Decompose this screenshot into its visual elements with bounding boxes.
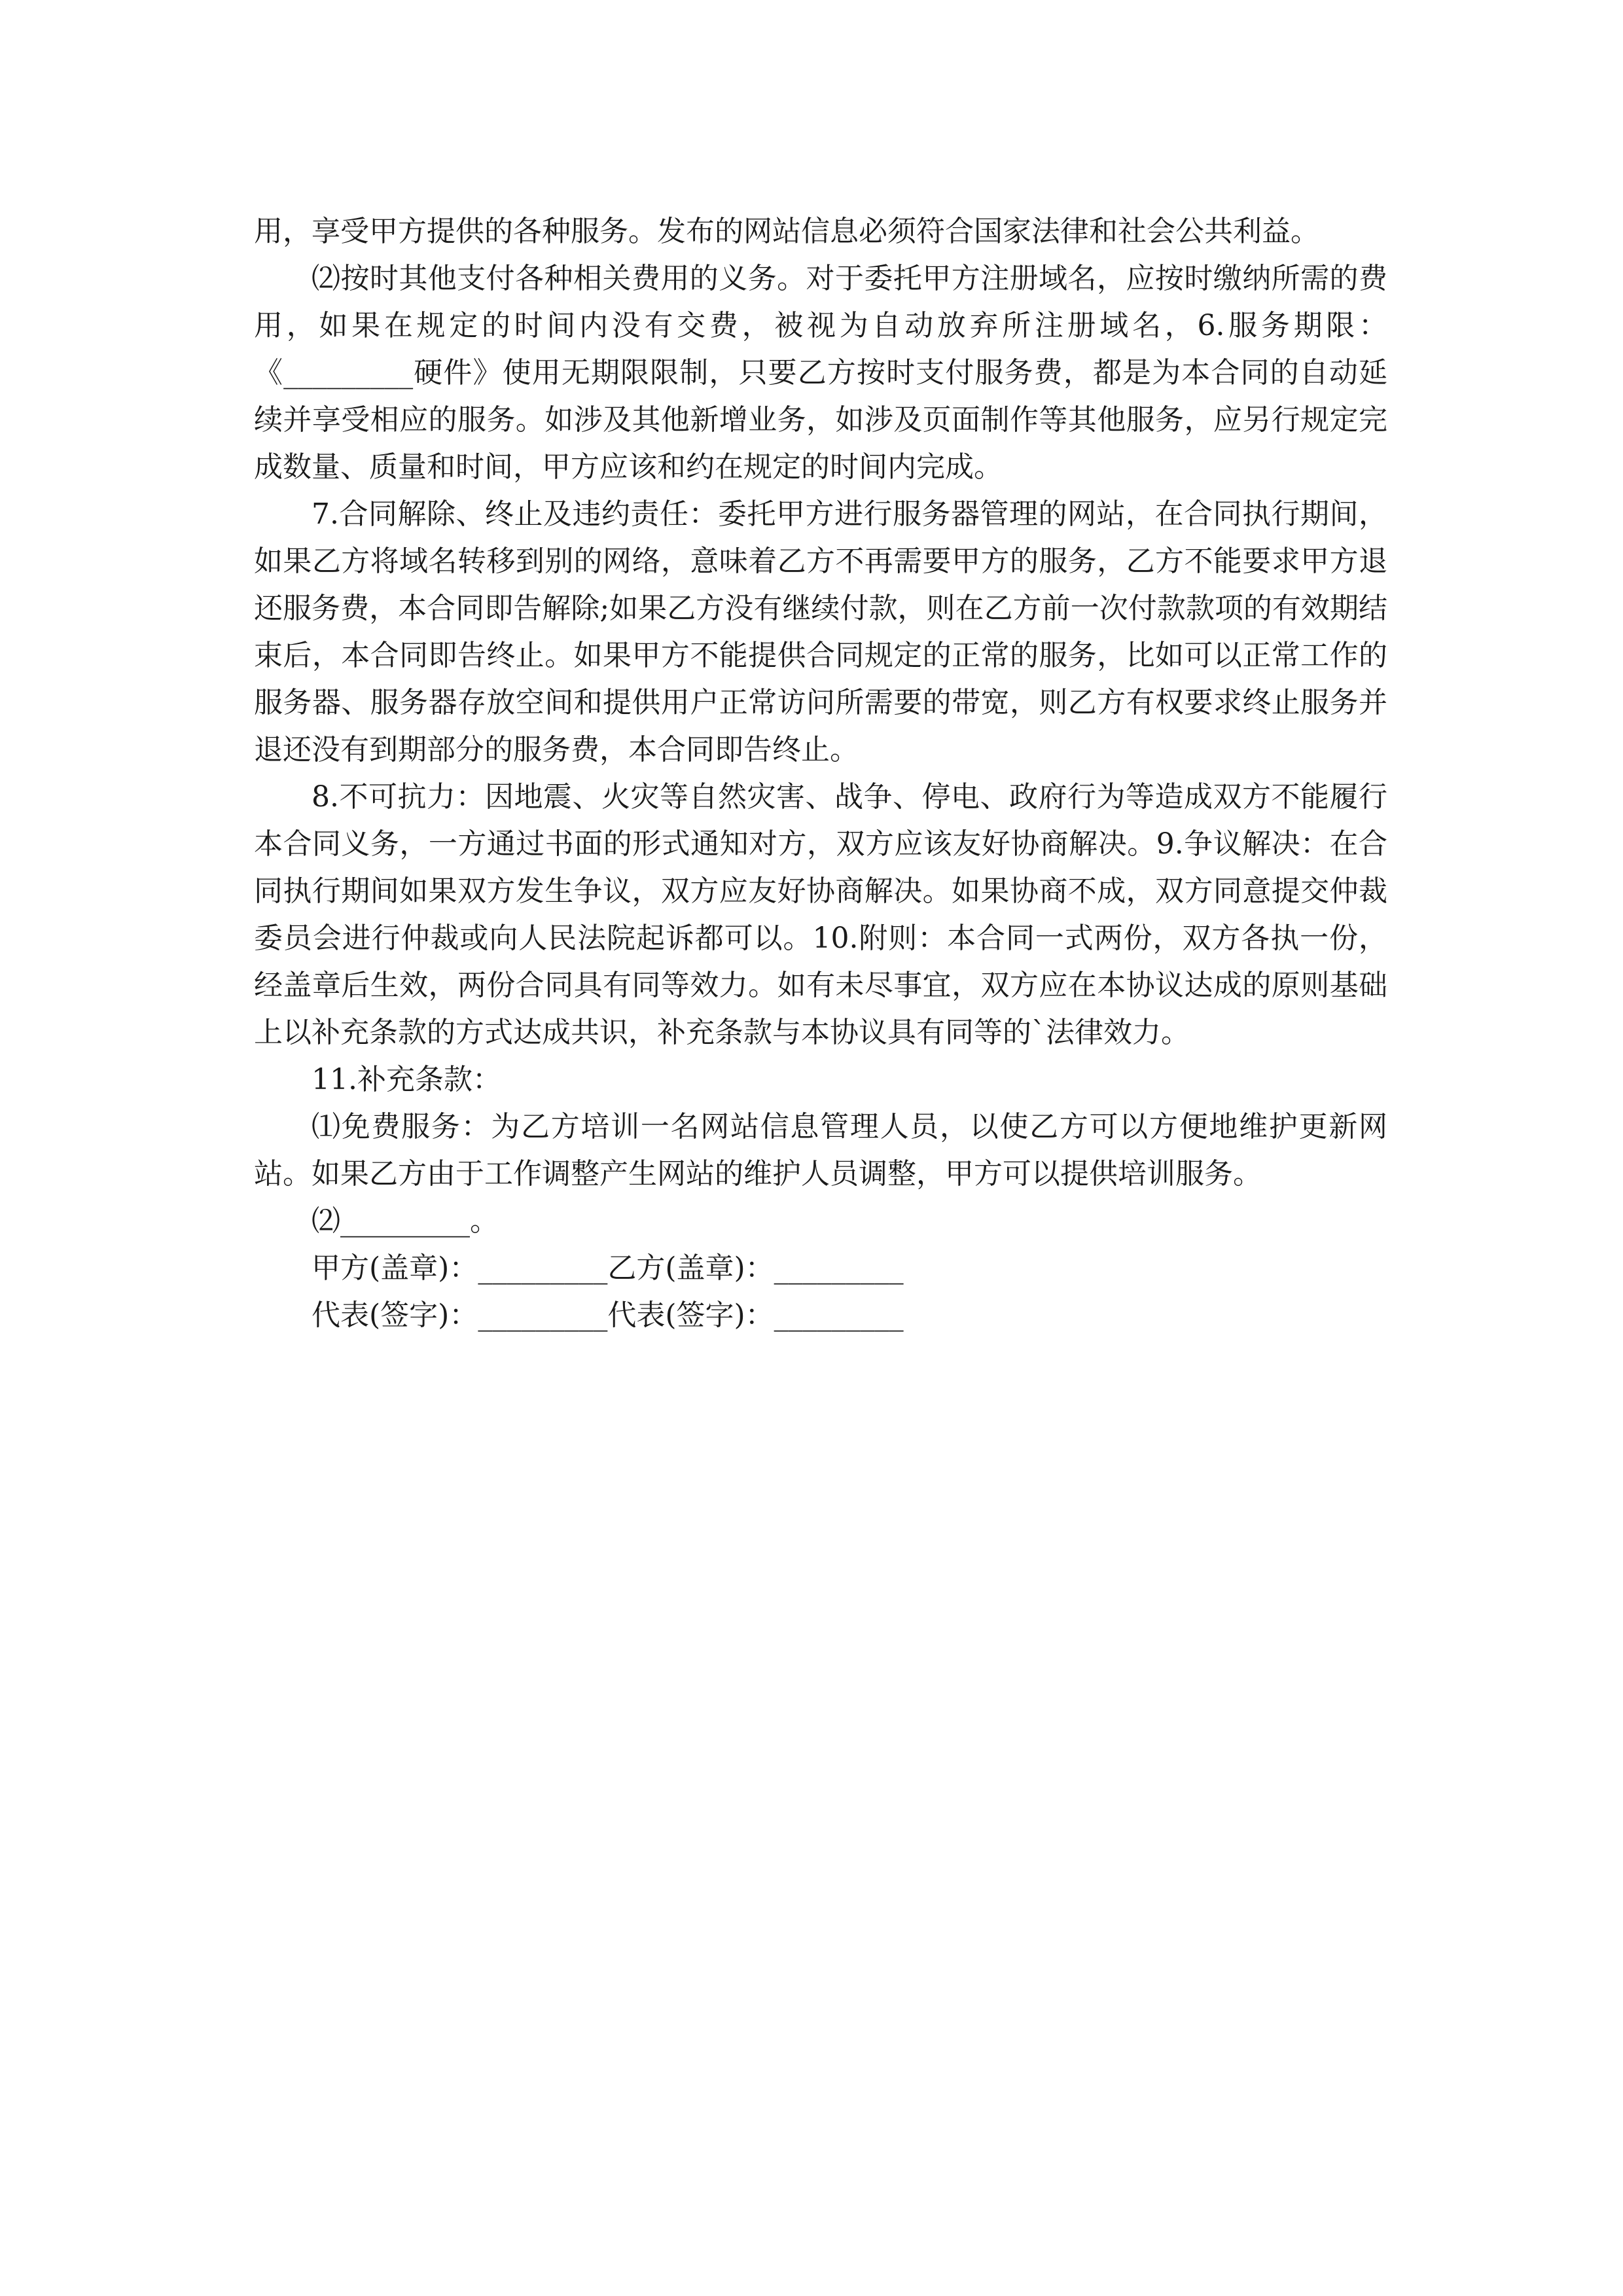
- paragraph-supplementary-heading: 11.补充条款：: [312, 1063, 501, 1096]
- paragraph-termination: 7.合同解除、终止及违约责任：委托甲方进行服务器管理的网站，在合同执行期间，如果乙方将域名转移到别的网络，意味着乙方不再需要甲方的服务，乙方不能要求甲方退还服务费，本合同即告解除;如果乙方没有继续付款，则在乙方前一次付款款项的有效期结束后，本合同即告终止。如果甲方不能提供合同规定的正常的服务，比如可以正常工作的服务器、服务器存放空间和提供用户正常访问所需要的带宽，则乙方有权要求终止服务并退还没有到期部分的服务费，本合同即告终止。: [254, 497, 1387, 766]
- paragraph-payment-obligation: ⑵按时其他支付各种相关费用的义务。对于委托甲方注册域名，应按时缴纳所需的费用，如果在规定的时间内没有交费，被视为自动放弃所注册域名，6.服务期限：《_________硬件》使用无期限限制，只要乙方按时支付服务费，都是为本合同的自动延续并享受相应的服务。如涉及其他新增业务，如涉及页面制作等其他服务，应另行规定完成数量、质量和时间，甲方应该和约在规定的时间内完成。: [254, 262, 1387, 484]
- paragraph-rights-continued: 用，享受甲方提供的各种服务。发布的网站信息必须符合国家法律和社会公共利益。: [254, 215, 1319, 248]
- paragraph-force-majeure: 8.不可抗力：因地震、火灾等自然灾害、战争、停电、政府行为等造成双方不能履行本合同义务，一方通过书面的形式通知对方，双方应该友好协商解决。9.争议解决：在合同执行期间如果双方发生争议，双方应友好协商解决。如果协商不成，双方同意提交仲裁委员会进行仲裁或向人民法院起诉都可以。10.附则：本合同一式两份，双方各执一份，经盖章后生效，两份合同具有同等效力。如有未尽事宜，双方应在本协议达成的原则基础上以补充条款的方式达成共识，补充条款与本协议具有同等的`法律效力。: [254, 780, 1387, 1049]
- document-page: [254, 208, 1387, 1339]
- signature-line-representative: 代表(签字)：_________代表(签字)：_________: [312, 1299, 904, 1332]
- paragraph-free-service: ⑴免费服务：为乙方培训一名网站信息管理人员，以使乙方可以方便地维护更新网站。如果乙方由于工作调整产生网站的维护人员调整，甲方可以提供培训服务。: [254, 1110, 1387, 1191]
- paragraph-blank-clause: ⑵_________。: [312, 1204, 499, 1238]
- signature-line-seal: 甲方(盖章)：_________乙方(盖章)：_________: [312, 1251, 904, 1285]
